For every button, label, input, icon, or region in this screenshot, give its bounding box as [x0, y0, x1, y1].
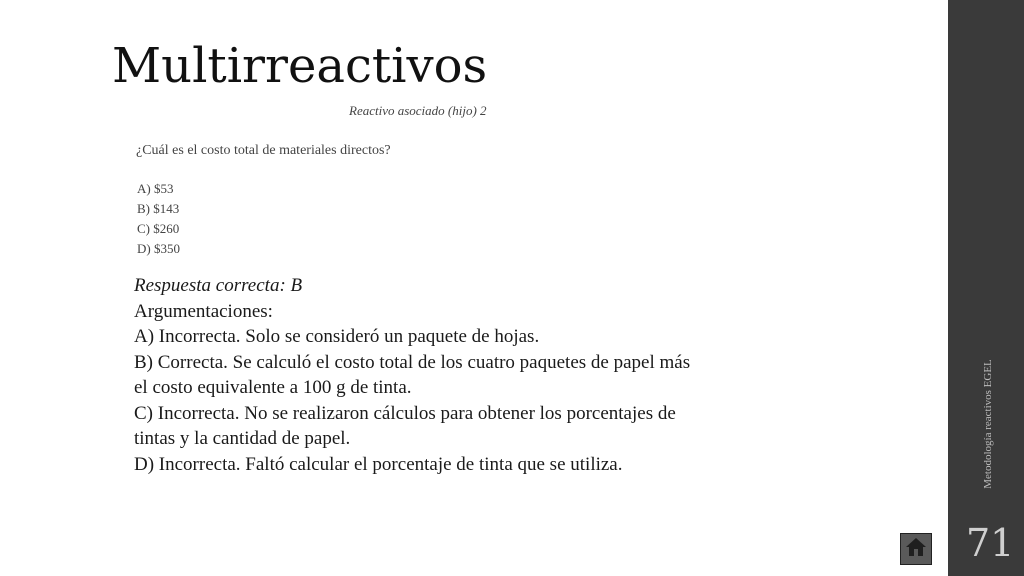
- answer-block: [134, 273, 894, 477]
- correct-answer: Respuesta correcta: B: [134, 275, 303, 296]
- option-b: B) $143: [137, 201, 180, 216]
- sidebar: [948, 0, 1024, 576]
- option-d: D) $350: [137, 241, 180, 256]
- argument-line: A) Incorrecta. Solo se consideró un paquete de hojas.: [134, 326, 540, 347]
- argument-line: tintas y la cantidad de papel.: [134, 428, 351, 449]
- argument-line: D) Incorrecta. Faltó calcular el porcentaje de tinta que se utiliza.: [134, 453, 623, 475]
- option-c: C) $260: [137, 221, 180, 236]
- slide-title: Multirreactivos: [112, 38, 488, 94]
- option-a: A) $53: [137, 181, 174, 196]
- slide-subtitle: Reactivo asociado (hijo) 2: [349, 103, 487, 118]
- footer-text: Metodología reactivos EGEL: [982, 359, 994, 489]
- argument-line: el costo equivalente a 100 g de tinta.: [134, 377, 412, 398]
- argument-line: C) Incorrecta. No se realizaron cálculos para obtener los porcentajes de: [134, 402, 676, 424]
- question-text: ¿Cuál es el costo total de materiales directos?: [136, 143, 391, 158]
- argumentations-heading: Argumentaciones:: [134, 300, 273, 322]
- home-icon: [905, 537, 927, 561]
- options-list: [137, 179, 180, 259]
- home-button[interactable]: [900, 533, 932, 565]
- argument-line: B) Correcta. Se calculó el costo total de los cuatro paquetes de papel más: [134, 351, 691, 373]
- slide-number: 71: [966, 521, 1015, 565]
